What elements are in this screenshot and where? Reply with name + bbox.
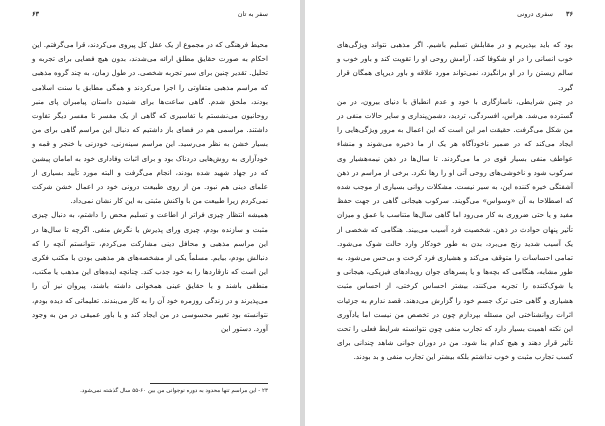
left-page-header: [32, 10, 268, 22]
right-page-header: [337, 10, 573, 22]
left-page-body: [32, 38, 268, 336]
running-title: سفری درونی: [517, 10, 553, 18]
footnote-divider: [150, 383, 268, 384]
right-page-body: [337, 38, 573, 365]
page-number: ۶۳: [32, 10, 39, 18]
paragraph: همیشه انتظار چیزی فراتر از اطاعت و تسلیم محض را داشتم، به دنبال چیزی مثبت و سازنده بودم، چیزی ورای پذیرش یا نگرش منفی. اگرچه تا سال‌ها در این مراسم مذهبی و محافل دینی مشارکت می‌کردم، نتوانستم آنچه را که دنبالش بودم، بیابم. مسلماً یکی از مشخصه‌های هر مذهبی بودن با مکتب فکری این است که نازقاردها را به خود جذب کند. چنانچه ایده‌های این مذهب یا مکتب، منطقی باشند و با حقایق عینی همخوانی داشته باشند، پیروان نیز آن را می‌پذیرند و در زندگی روزمره خود آن را به کار می‌بندند. تعلیماتی که دیده بودم، نتوانسته بود تغییر محسوسی در من ایجاد کند و یا باور عمیقی در من به وجود آورد. دستور این: [32, 210, 268, 334]
paragraph: در چنین شرایطی، ناسازگاری با خود و عدم انطباق با دنیای بیرون، در من گسترده می‌شد. هراس، افسردگی، تردید، دشمن‌پنداری و سایر حالات منفی در من شکل می‌گرفت. حقیقت امر این است که این اعمال به مرور ویژگی‌هایی را ایجاد می‌کند که در ضمیر ناخودآگاه هر یک از ما ذخیره می‌شوند و منشاء عواطف منفی بسیار قوی در ما می‌گردند. تا سال‌ها در ذهن نیمه‌هشیار وی سرکوب شود و ناخوشی‌های روحی آتی او را رها نکرد. برخی از مراسم در ذهن آشفتگی خیره کننده این، به سیر نیست. مشکلات روانی بسیاری از موجب شده که اصطلاحا به آن «وسواس» می‌گویند. سرکوب هیجانی گاهی در جهت حفظ مفید و یا حتی ضروری به کار می‌رود اما گاهی سال‌ها متناسب با عمق و میزان تأثیر پنهان حوادث در ذهن. شخصیت فرد آسیب می‌بیند. هنگامی که شخصی از یک آسیب شدید رنج می‌برد، بدن به طور خودکار وارد حالت شوک می‌شود. تمامی احساسات را متوقف می‌کند و هشیاری فرد کرخت و بی‌حس می‌شود. به طور مشابه، هنگامی که بچه‌ها و یا پسرهای جوان رویدادهای فیزیکی، هیجانی و یا شوک‌کننده را تجربه می‌کنند، بیشتر احساس کرختی، از احساس مثبت هشیاری و گاهی حتی ترک جسم خود را گزارش می‌دهند. قصد ندارم به جزئیات اثرات روانشناختی این مسئله بپردازم چون در تخصص من نیست اما یادآوری این نکته اهمیت بسیار دارد که تجارب منفی چون نتوانسته شرایط فعلی را تحت تأثیر قرار دهند و هیچ کدام بنا شود. من در دوران جوانی شاهد چندانی برای کسب تجارب مثبت و خوب نداشتم بلکه بیشتر این تجارب منفی و بد بودند.: [337, 96, 573, 362]
page-number: ۳۶: [566, 10, 573, 18]
left-page: [0, 0, 300, 426]
paragraph: بود که باید بپذیریم و در مقابلش تسلیم باشیم. اگر مذهبی نتواند ویژگی‌های خوب انسانی را در او شکوفا کند، آرامش روحی او را تقویت کند و باور خوب و سالم زیستن را در او برانگیزد، نمی‌تواند مورد علاقه و باور دیرپای همگان قرار گیرد.: [337, 40, 573, 92]
right-page: [305, 0, 605, 426]
paragraph: محیط فرهنگی که در مجموع از یک عقل کل پیروی می‌کردند، قرا می‌گرفتم. این احکام به صورت حقایق مطلق ارائه می‌شدند، بدون هیچ فضایی برای تجربه و تحلیل. تقدیر چنین برای سیر تجربه شخصی. در طول زمان، به چند گروه مذهبی که مراسم مذهبی متفاوتی را اجرا می‌کردند و همگی مطابق با سنت اسلامی بودند، ملحق شدم. گاهی ساعت‌ها برای شنیدن داستان پیامبران پای منبر روحانیون می‌نشستم با تفاسیری که گاهی از یک مفسر تا مفسر دیگر تفاوت داشتند. مراسمی هم در فضای باز داشتیم که دنبال این مراسم گاهی برای من بسیار خشن به نظر می‌رسید. این مراسم سینه‌زنی، خودزنی با خنجر و قمه و خودآزاری به روش‌هایی دردناک بود و برای اثبات وفاداری خود به امامان پیشین که در جهاد شهید شده بودند، انجام می‌گرفت و البته مورد تأیید بسیاری از علمای دینی هم نبود. من از روی طبیعت درونی خود در اعمال خشن شرکت نمی‌کردم زیرا طبیعت من با واکنش مثبتی به این کار نشان نمی‌داد.: [32, 40, 268, 206]
running-title: سفر به تان: [237, 10, 268, 18]
footnote: ۲۳ - این مراسم تنها محدود به دوره نوجوانی من بین ۶۰-۵۵ سال گذشته نمی‌شود.: [80, 388, 268, 394]
